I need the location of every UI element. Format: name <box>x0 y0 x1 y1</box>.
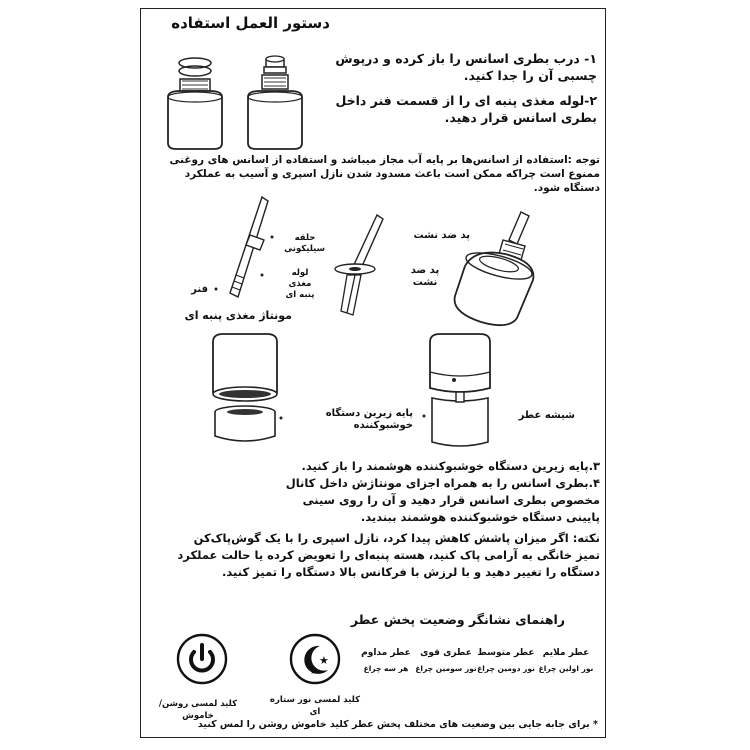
bottle-with-wick-illustration <box>445 210 555 330</box>
step-2-text: ۲-لوله مغذی پنبه ای را از قسمت فنر داخل بطری اسانس قرار دهید. <box>335 93 597 125</box>
svg-text:★: ★ <box>319 654 329 667</box>
footer-note: * برای جابه جایی بین وضعیت های مختلف پخش عطر کلید خاموش روشن را لمس کنید <box>197 719 598 730</box>
anti-leak-label-2: پد ضد نشت <box>410 265 440 288</box>
star-button-label: کلید لمسی نور ستاره ای <box>269 695 361 717</box>
glass-label: شیشه عطر <box>518 410 575 421</box>
device-glass-illustration <box>420 332 500 452</box>
anti-leak-label-1: پد ضد نشت <box>413 230 470 241</box>
svg-text:★: ★ <box>310 668 317 676</box>
mode-continuous-light: هر سه چراغ <box>363 664 409 673</box>
mode-medium <box>475 648 537 673</box>
wick-assembly-label: مونتاژ مغذی پنبه ای <box>184 309 292 322</box>
mode-strong-light: نور سومین چراغ <box>415 664 477 673</box>
device-base-open-illustration <box>205 332 285 447</box>
tip-text: نکته: اگر میزان پاشش کاهش پیدا کرد، نازل اسپری را با یک گوش‌پاک‌کن تمیز خانگی به آرامی پاک کنید، هسته پنبه‌ای را تعویض کرده یا حالت عملکرد دستگاه را تغییر دهید و با لرزش با فرکانس بالا دستگاه را تمیز کنید. <box>177 531 600 579</box>
mode-mild-light: نور اولین چراغ <box>538 664 594 673</box>
warning-note: توجه :استفاده از اسانس‌ها بر پایه آب مجاز میباشد و استفاده از اسانس های روغنی ممنوع است چراکه ممکن است باعث مسدود شدن نازل اسپری و آسیب به عملکرد دستگاه شود. <box>169 154 600 194</box>
bottle-illustration-plug <box>240 55 310 150</box>
mode-mild-name: عطر ملایم <box>542 648 590 658</box>
step-4-text: ۴.بطری اسانس را به همراه اجزای مونتاژش داخل کانال مخصوص بطری اسانس قرار دهید و آن را روی سینی پایینی دستگاه خوشبوکننده هوشمند ببندید. <box>285 476 600 524</box>
step-1-text: ۱- درب بطری اسانس را باز کرده و درپوش چسبی آن را جدا کنید. <box>335 51 597 83</box>
spring-label: فنر <box>191 284 208 295</box>
step-3-text: ۳.پایه زیرین دستگاه خوشبوکننده هوشمند را باز کنید. <box>301 459 600 473</box>
bottle-illustration-open <box>160 55 230 150</box>
mode-medium-name: عطر متوسط <box>477 648 535 658</box>
mode-medium-light: نور دومین چراغ <box>477 664 535 673</box>
mode-mild <box>535 648 597 673</box>
mode-continuous-name: عطر مداوم <box>361 648 411 658</box>
wick-ring-illustration <box>325 213 385 323</box>
base-label: پایه زیرین دستگاه خوشبوکننده <box>325 408 413 431</box>
mode-strong-name: عطری قوی <box>420 648 472 658</box>
wick-tube-illustration <box>210 195 280 305</box>
mode-continuous <box>355 648 417 673</box>
guide-title: راهنمای نشانگر وضعیت پخش عطر <box>350 612 565 627</box>
wick-tube-label: لوله مغذی پنبه ای <box>285 268 315 300</box>
page-title: دستور العمل استفاده <box>171 14 330 32</box>
power-button-label: کلید لمسی روشن/خاموش <box>158 699 238 721</box>
star-moon-icon[interactable] <box>288 632 342 686</box>
power-icon[interactable] <box>175 632 229 686</box>
mode-strong <box>415 648 477 673</box>
ring-label: حلقه سیلیکونی <box>284 233 325 254</box>
